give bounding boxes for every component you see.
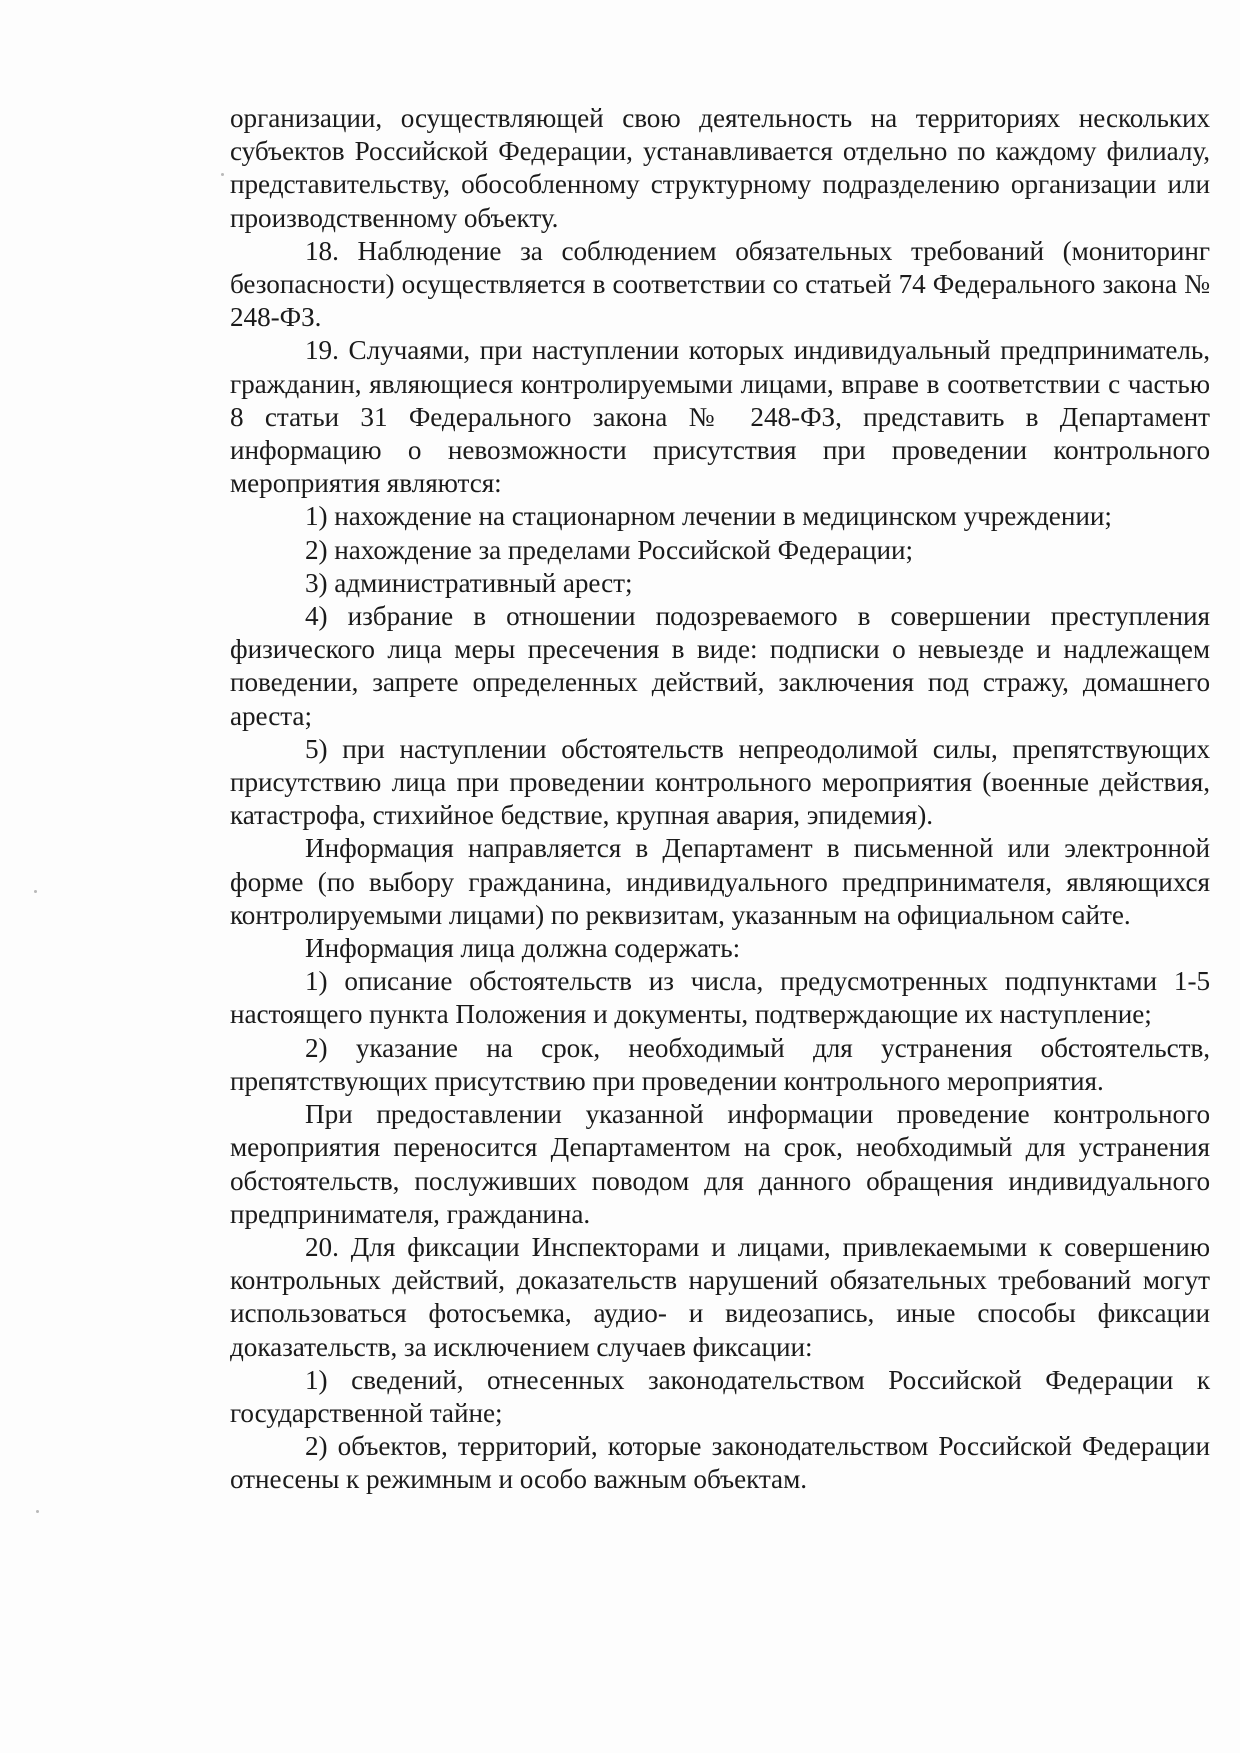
list-item: 2) указание на срок, необходимый для устранения обстоятельств, препятствующих присутствию при проведении контрольного мероприятия. [230, 1032, 1210, 1096]
list-item: 2) нахождение за пределами Российской Федерации; [305, 534, 914, 565]
list-item: 5) при наступлении обстоятельств непреодолимой силы, препятствующих присутствию лица при проведении контрольного мероприятия (военные действия, катастрофа, стихийное бедствие, крупная авария, эпидемия). [230, 733, 1210, 831]
paragraph-item-19: 19. Случаями, при наступлении которых индивидуальный предприниматель, гражданин, являющиеся контролируемыми лицами, вправе в соответствии с частью 8 статьи 31 Федерального закона № 248-ФЗ, представить в Департамент информацию о невозможности присутствия при проведении контрольного мероприятия являются: [230, 335, 1210, 499]
document-body [230, 102, 1210, 1497]
paragraph-continuation: организации, осуществляющей свою деятельность на территориях нескольких субъектов Российской Федерации, устанавливается отдельно по каждому филиалу, представительству, обособленному структурному подразделению организации или производственному объекту. [230, 103, 1210, 233]
list-item: 1) нахождение на стационарном лечении в медицинском учреждении; [305, 501, 1112, 532]
list-item: 1) сведений, отнесенных законодательством Российской Федерации к государственной тайне; [230, 1364, 1210, 1428]
paragraph: Информация направляется в Департамент в письменной или электронной форме (по выбору гражданина, индивидуального предпринимателя, являющихся контролируемыми лицами) по реквизитам, указанным на официальном сайте. [230, 833, 1210, 930]
scan-speck [221, 173, 224, 176]
list-item: 3) административный арест; [305, 567, 633, 598]
paragraph-item-18: 18. Наблюдение за соблюдением обязательных требований (мониторинг безопасности) осуществляется в соответствии со статьей 74 Федерального закона № 248-ФЗ. [230, 235, 1210, 333]
list-item: 2) объектов, территорий, которые законодательством Российской Федерации отнесены к режимным и особо важным объектам. [230, 1431, 1210, 1495]
scan-speck [36, 1510, 39, 1513]
paragraph: При предоставлении указанной информации проведение контрольного мероприятия переносится Департаментом на срок, необходимый для устранения обстоятельств, послуживших поводом для данного обращения индивидуального предпринимателя, гражданина. [230, 1099, 1210, 1229]
scan-speck [34, 890, 37, 893]
paragraph-item-20: 20. Для фиксации Инспекторами и лицами, привлекаемыми к совершению контрольных действий, доказательств нарушений обязательных требований могут использоваться фотосъемка, аудио- и видеозапись, иные способы фиксации доказательств, за исключением случаев фиксации: [230, 1231, 1210, 1362]
list-item: 4) избрание в отношении подозреваемого в совершении преступления физического лица меры пресечения в виде: подписки о невыезде и надлежащем поведении, запрете определенных действий, заключения под стражу, домашнего ареста; [230, 601, 1210, 731]
list-item: 1) описание обстоятельств из числа, предусмотренных подпунктами 1-5 настоящего пункта Положения и документы, подтверждающие их наступление; [230, 966, 1210, 1030]
paragraph: Информация лица должна содержать: [305, 933, 741, 964]
